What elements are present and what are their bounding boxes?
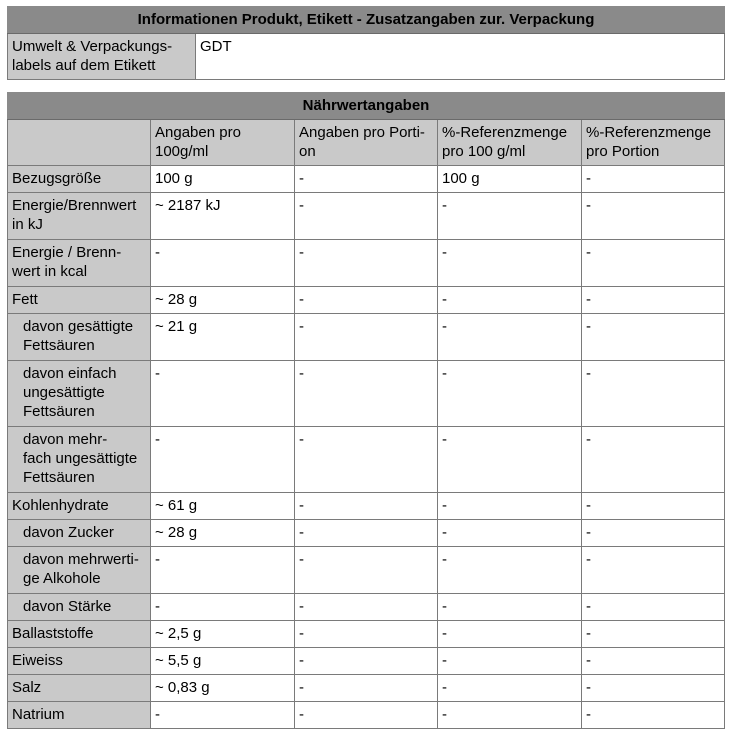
nutrient-value: - (295, 240, 438, 287)
nutrient-value: - (438, 547, 582, 594)
nutrient-value: - (295, 287, 438, 314)
nutrient-value: - (582, 621, 725, 648)
nutrient-value: - (438, 520, 582, 547)
nutrient-label: Energie/Brennwert in kJ (8, 193, 151, 240)
nutrient-value: - (295, 427, 438, 493)
column-header-row (8, 120, 725, 166)
table-row (8, 594, 725, 621)
nutrient-value: - (295, 314, 438, 361)
table-row (8, 547, 725, 594)
nutrient-value: - (582, 427, 725, 493)
table-row (8, 520, 725, 547)
table-row (8, 702, 725, 729)
nutrient-value: 100 g (151, 166, 295, 193)
nutrient-label: Bezugsgröße (8, 166, 151, 193)
column-header: %-Referenzmenge pro Portion (582, 120, 725, 166)
nutrient-value: - (295, 520, 438, 547)
nutrient-value: - (151, 240, 295, 287)
nutrient-value: - (582, 675, 725, 702)
nutrient-label: Natrium (8, 702, 151, 729)
nutrient-value: - (295, 166, 438, 193)
nutrient-value: - (582, 361, 725, 427)
nutrient-value: - (438, 594, 582, 621)
table-row (8, 287, 725, 314)
nutrient-value: - (438, 702, 582, 729)
nutrient-label: Ballaststoffe (8, 621, 151, 648)
table-row (8, 675, 725, 702)
table-row (8, 621, 725, 648)
nutrient-value: - (295, 594, 438, 621)
nutrient-value: - (438, 361, 582, 427)
nutrient-label: davon Zucker (8, 520, 151, 547)
nutrient-value: - (582, 493, 725, 520)
nutrient-value: - (295, 702, 438, 729)
nutrient-value: - (151, 702, 295, 729)
table-row (8, 648, 725, 675)
nutrient-label: Salz (8, 675, 151, 702)
packaging-info-title: Informationen Produkt, Etikett - Zusatzangaben zur. Verpackung (8, 7, 725, 34)
nutrient-value: ~ 28 g (151, 520, 295, 547)
nutrient-value: - (582, 594, 725, 621)
nutrient-value: ~ 5,5 g (151, 648, 295, 675)
nutrient-value: - (295, 193, 438, 240)
nutrient-value: - (438, 621, 582, 648)
nutrient-value: ~ 2187 kJ (151, 193, 295, 240)
nutrient-value: - (582, 193, 725, 240)
nutrient-label: davon mehr- fach ungesättigte Fettsäuren (8, 427, 151, 493)
nutrient-value: - (438, 240, 582, 287)
column-header: Angaben pro Porti- on (295, 120, 438, 166)
nutrient-value: - (438, 648, 582, 675)
nutrient-value: - (582, 547, 725, 594)
nutrient-value: - (582, 166, 725, 193)
nutrient-value: ~ 21 g (151, 314, 295, 361)
nutrient-value: - (582, 314, 725, 361)
nutrition-table (7, 92, 725, 729)
table-row (8, 240, 725, 287)
nutrient-value: - (438, 287, 582, 314)
nutrient-value: - (295, 648, 438, 675)
nutrient-label: Fett (8, 287, 151, 314)
nutrient-value: ~ 2,5 g (151, 621, 295, 648)
nutrient-value: - (582, 287, 725, 314)
table-row (8, 361, 725, 427)
nutrient-value: - (151, 361, 295, 427)
nutrient-value: - (295, 675, 438, 702)
nutrient-value: - (295, 621, 438, 648)
column-header: Angaben pro 100g/ml (151, 120, 295, 166)
nutrient-value: - (438, 493, 582, 520)
nutrient-value: 100 g (438, 166, 582, 193)
table-row (8, 166, 725, 193)
nutrient-label: davon gesättigte Fettsäuren (8, 314, 151, 361)
packaging-info-table (7, 6, 725, 80)
nutrient-value: - (295, 493, 438, 520)
nutrient-value: - (438, 675, 582, 702)
nutrient-value: - (438, 193, 582, 240)
nutrient-label: Kohlenhydrate (8, 493, 151, 520)
nutrition-title: Nährwertangaben (8, 93, 725, 120)
nutrient-value: - (151, 594, 295, 621)
nutrient-label: davon Stärke (8, 594, 151, 621)
nutrient-value: - (151, 547, 295, 594)
nutrient-label: Energie / Brenn- wert in kcal (8, 240, 151, 287)
nutrient-value: - (582, 648, 725, 675)
table-row (8, 34, 725, 80)
table-row (8, 314, 725, 361)
nutrient-value: ~ 28 g (151, 287, 295, 314)
row-value: GDT (196, 34, 725, 80)
nutrient-value: - (438, 427, 582, 493)
table-row (8, 427, 725, 493)
table-row (8, 493, 725, 520)
nutrient-label: davon mehrwerti- ge Alkohole (8, 547, 151, 594)
nutrient-value: ~ 0,83 g (151, 675, 295, 702)
table-row (8, 193, 725, 240)
nutrient-value: ~ 61 g (151, 493, 295, 520)
nutrient-value: - (582, 240, 725, 287)
nutrient-value: - (295, 547, 438, 594)
column-header: %-Referenzmenge pro 100 g/ml (438, 120, 582, 166)
nutrient-label: Eiweiss (8, 648, 151, 675)
nutrient-value: - (438, 314, 582, 361)
nutrient-value: - (582, 702, 725, 729)
column-header (8, 120, 151, 166)
nutrient-value: - (582, 520, 725, 547)
nutrient-value: - (295, 361, 438, 427)
row-label: Umwelt & Verpackungs- labels auf dem Etikett (8, 34, 196, 80)
nutrient-value: - (151, 427, 295, 493)
nutrient-label: davon einfach ungesättigte Fettsäuren (8, 361, 151, 427)
